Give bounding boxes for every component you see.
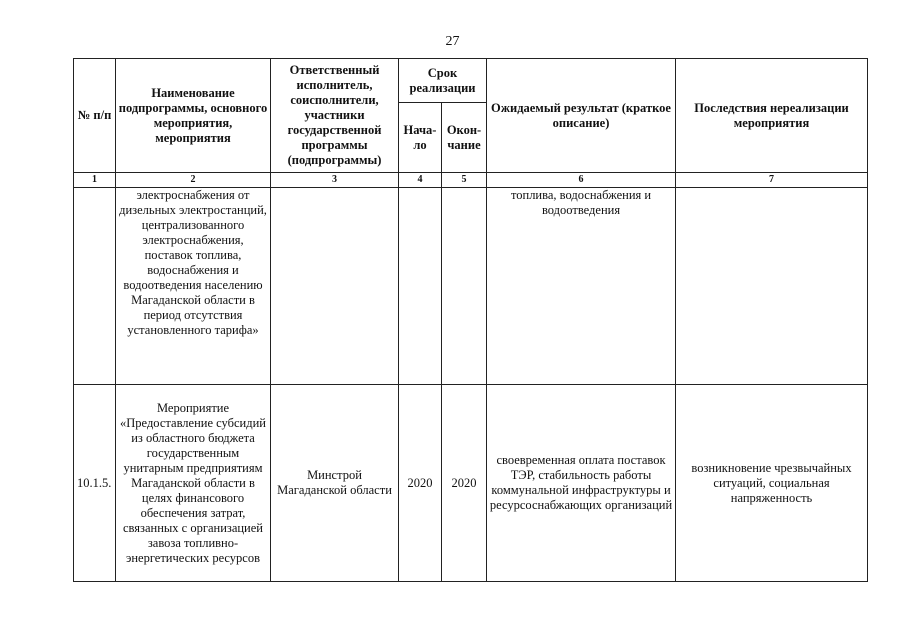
row-result: своевременная оплата поставок ТЭР, стабильность работы коммунальной инфраструктуры и ресурсоснабжающих организаций xyxy=(487,385,676,582)
table-row xyxy=(74,188,868,385)
table-row xyxy=(74,385,868,582)
row-num: 10.1.5. xyxy=(74,385,116,582)
row-responsible xyxy=(271,188,399,385)
row-end: 2020 xyxy=(442,385,487,582)
column-number: 5 xyxy=(442,173,487,188)
header-num: № п/п xyxy=(74,59,116,173)
row-result: топлива, водоснабжения и водоотведения xyxy=(487,188,676,385)
row-num xyxy=(74,188,116,385)
column-number: 1 xyxy=(74,173,116,188)
column-number: 6 xyxy=(487,173,676,188)
row-consequence xyxy=(676,188,868,385)
page-number: 27 xyxy=(445,34,460,49)
row-consequence: возникновение чрезвычайных ситуаций, социальная напряженность xyxy=(676,385,868,582)
row-start: 2020 xyxy=(399,385,442,582)
column-number: 7 xyxy=(676,173,868,188)
row-name: Мероприятие «Предоставление субсидий из областного бюджета государственным унитарным предприятиям Магаданской области в целях финансового обеспечения затрат, связанных с организацией завоза топливно-энергетических ресурсов xyxy=(116,385,271,582)
header-end: Окон-чание xyxy=(442,103,487,173)
column-number: 4 xyxy=(399,173,442,188)
row-name: электроснабжения от дизельных электростанций, централизованного электроснабжения, поставок топлива, водоснабжения и водоотведения населению Магаданской области в период отсутствия установленного тарифа» xyxy=(116,188,271,385)
header-result: Ожидаемый результат (краткое описание) xyxy=(487,59,676,173)
row-start xyxy=(399,188,442,385)
program-table xyxy=(73,58,868,582)
header-name: Наименование подпрограммы, основного мероприятия, мероприятия xyxy=(116,59,271,173)
column-number: 3 xyxy=(271,173,399,188)
row-end xyxy=(442,188,487,385)
header-responsible: Ответственный исполнитель, соисполнители, участники государственной программы (подпрограммы) xyxy=(271,59,399,173)
header-start: Нача-ло xyxy=(399,103,442,173)
row-responsible: Минстрой Магаданской области xyxy=(271,385,399,582)
header-consequence: Последствия нереализации мероприятия xyxy=(676,59,868,173)
column-number: 2 xyxy=(116,173,271,188)
header-period: Срок реализации xyxy=(399,59,487,103)
